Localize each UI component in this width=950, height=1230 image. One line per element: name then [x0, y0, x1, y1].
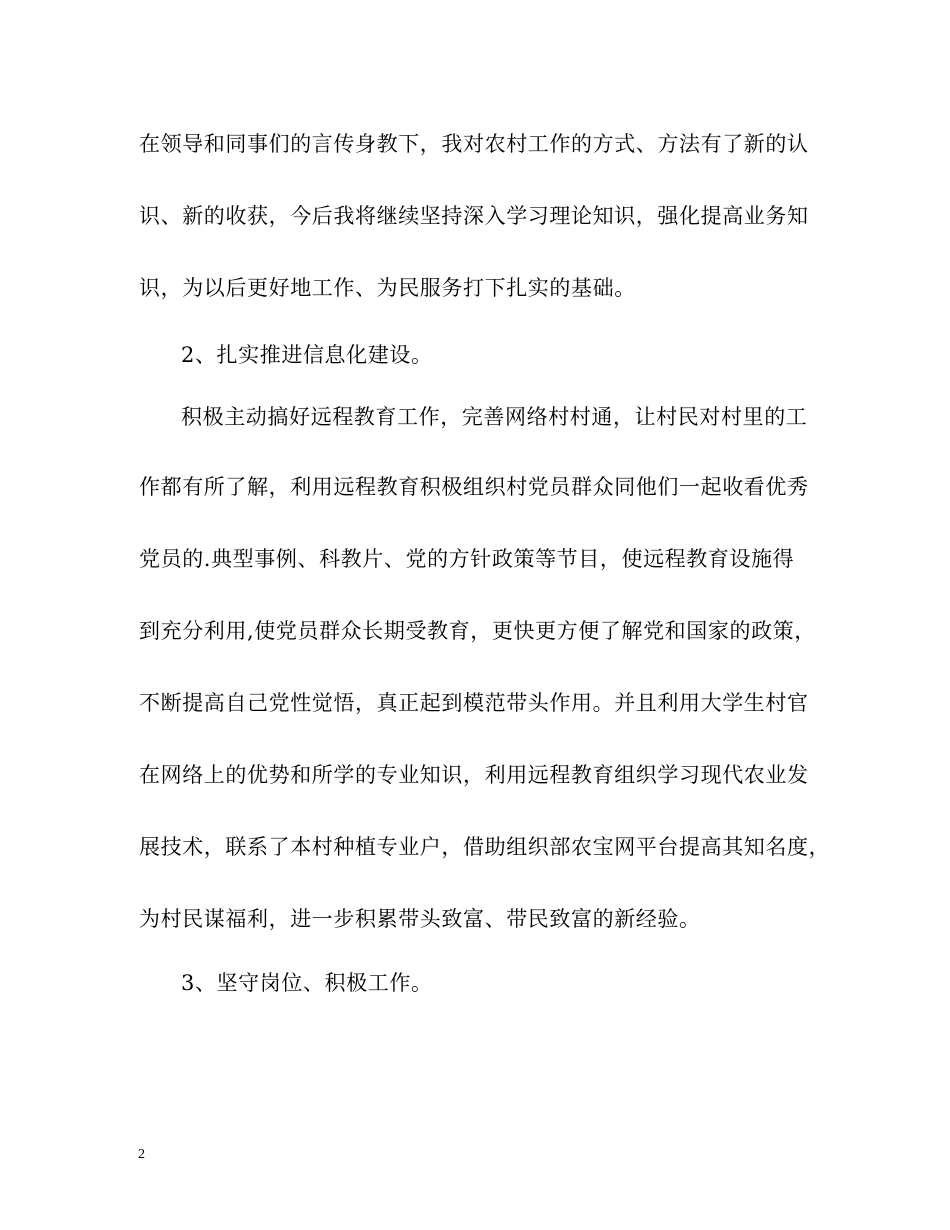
text-line-10: 在网络上的优势和所学的专业知识，利用远程教育组织学习现代农业发 — [139, 763, 809, 787]
text-line-5: 积极主动搞好远程教育工作，完善网络村村通，让村民对村里的工 — [181, 405, 808, 429]
text-line-7: 党员的.典型事例、科教片、党的方针政策等节目，使远程教育设施得 — [139, 547, 795, 571]
text-line-6: 作都有所了解，利用远程教育积极组织村党员群众同他们一起收看优秀 — [139, 475, 809, 499]
text-line-3: 识，为以后更好地工作、为民服务打下扎实的基础。 — [139, 276, 636, 300]
text-line-2: 识、新的收获，今后我将继续坚持深入学习理论知识，强化提高业务知 — [139, 204, 809, 228]
text-line-1: 在领导和同事们的言传身教下，我对农村工作的方式、方法有了新的认 — [139, 132, 809, 156]
section-heading-2: 2、扎实推进信息化建设。 — [181, 343, 433, 367]
section-heading-3: 3、坚守岗位、积极工作。 — [181, 971, 433, 995]
text-line-9: 不断提高自己党性觉悟，真正起到模范带头作用。并且利用大学生村官 — [139, 691, 809, 715]
page-number: 2 — [138, 1147, 145, 1162]
text-line-8: 到充分利用,使党员群众长期受教育，更快更方便了解党和国家的政策， — [139, 619, 816, 643]
text-line-12: 为村民谋福利，进一步积累带头致富、带民致富的新经验。 — [139, 907, 701, 931]
text-line-11: 展技术，联系了本村种植专业户，借助组织部农宝网平台提高其知名度， — [139, 835, 831, 859]
